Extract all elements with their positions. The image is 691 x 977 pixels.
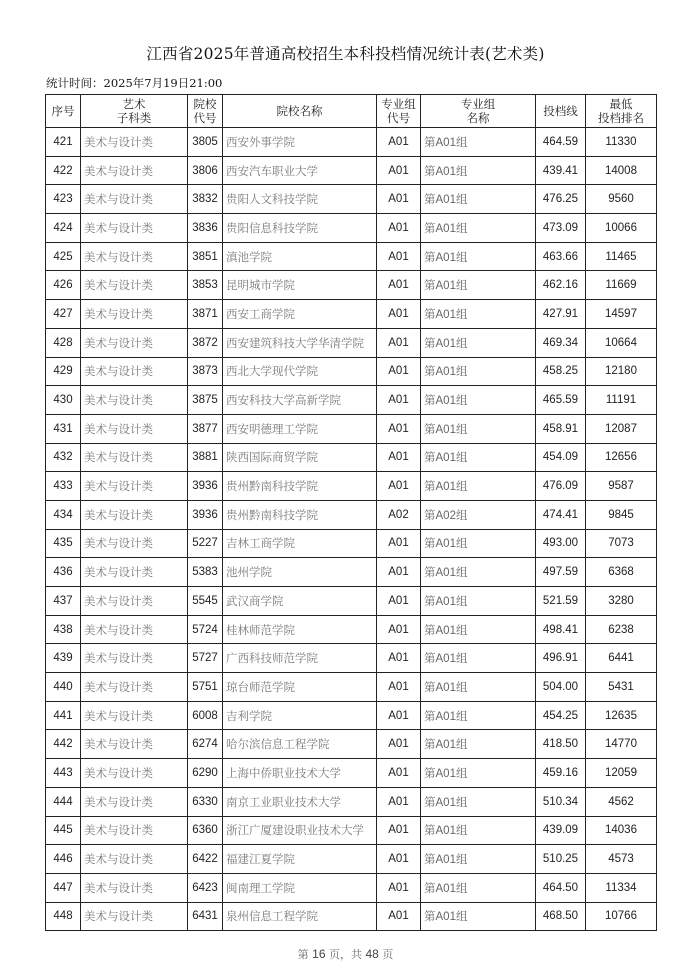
table-row	[46, 500, 657, 529]
cell-min-rank: 3280	[586, 587, 657, 616]
cell-subject: 美术与设计类	[81, 701, 188, 730]
cell-school-name: 吉林工商学院	[223, 529, 377, 558]
table-row	[46, 214, 657, 243]
cell-score: 462.16	[536, 271, 586, 300]
cell-subject: 美术与设计类	[81, 673, 188, 702]
header-line-2: 代号	[387, 111, 410, 125]
cell-school-code: 5227	[188, 529, 223, 558]
cell-school-code: 3853	[188, 271, 223, 300]
cell-group-name: 第A01组	[421, 386, 536, 415]
cell-score: 454.25	[536, 701, 586, 730]
cell-score: 439.09	[536, 816, 586, 845]
total-pages: 48	[365, 947, 379, 961]
header-subject	[81, 95, 188, 128]
table-row	[46, 156, 657, 185]
cell-group-name: 第A01组	[421, 156, 536, 185]
page-suffix: 页	[382, 948, 394, 961]
cell-score: 454.09	[536, 443, 586, 472]
cell-group-code: A01	[377, 128, 421, 157]
header-group-name	[421, 95, 536, 128]
table-row	[46, 242, 657, 271]
cell-seq: 446	[46, 845, 81, 874]
cell-school-name: 泉州信息工程学院	[223, 902, 377, 931]
cell-seq: 437	[46, 587, 81, 616]
cell-school-name: 南京工业职业技术大学	[223, 787, 377, 816]
cell-min-rank: 10066	[586, 214, 657, 243]
table-row	[46, 357, 657, 386]
cell-group-code: A01	[377, 615, 421, 644]
cell-subject: 美术与设计类	[81, 902, 188, 931]
cell-group-name: 第A01组	[421, 128, 536, 157]
cell-school-name: 上海中侨职业技术大学	[223, 759, 377, 788]
cell-min-rank: 10766	[586, 902, 657, 931]
cell-group-code: A01	[377, 845, 421, 874]
cell-score: 476.25	[536, 185, 586, 214]
cell-group-code: A01	[377, 529, 421, 558]
document-title: 江西省2025年普通高校招生本科投档情况统计表(艺术类)	[146, 45, 545, 63]
cell-subject: 美术与设计类	[81, 472, 188, 501]
cell-seq: 447	[46, 873, 81, 902]
cell-school-name: 贵州黔南科技学院	[223, 500, 377, 529]
header-line-1: 艺术	[122, 97, 146, 111]
cell-group-name: 第A01组	[421, 242, 536, 271]
cell-score: 498.41	[536, 615, 586, 644]
cell-school-name: 陕西国际商贸学院	[223, 443, 377, 472]
cell-seq: 435	[46, 529, 81, 558]
cell-group-code: A01	[377, 328, 421, 357]
cell-school-code: 6423	[188, 873, 223, 902]
cell-group-name: 第A01组	[421, 873, 536, 902]
cell-seq: 443	[46, 759, 81, 788]
cell-seq: 421	[46, 128, 81, 157]
cell-school-name: 西北大学现代学院	[223, 357, 377, 386]
cell-seq: 436	[46, 558, 81, 587]
table-row	[46, 300, 657, 329]
header-score	[536, 95, 586, 128]
header-line-1: 专业组	[381, 97, 416, 111]
page-middle: 页，共	[329, 948, 362, 961]
cell-score: 464.59	[536, 128, 586, 157]
cell-school-code: 3936	[188, 472, 223, 501]
cell-group-code: A01	[377, 730, 421, 759]
cell-subject: 美术与设计类	[81, 730, 188, 759]
cell-score: 476.09	[536, 472, 586, 501]
cell-seq: 432	[46, 443, 81, 472]
cell-school-name: 哈尔滨信息工程学院	[223, 730, 377, 759]
cell-min-rank: 10664	[586, 328, 657, 357]
cell-group-code: A01	[377, 386, 421, 415]
cell-school-name: 西安科技大学高新学院	[223, 386, 377, 415]
table-row	[46, 730, 657, 759]
page-prefix: 第	[297, 948, 309, 961]
cell-school-name: 琼台师范学院	[223, 673, 377, 702]
cell-seq: 439	[46, 644, 81, 673]
table-row	[46, 587, 657, 616]
cell-score: 473.09	[536, 214, 586, 243]
cell-school-code: 6422	[188, 845, 223, 874]
cell-group-code: A01	[377, 902, 421, 931]
cell-group-code: A01	[377, 558, 421, 587]
cell-school-name: 福建江夏学院	[223, 845, 377, 874]
table-row	[46, 529, 657, 558]
cell-score: 418.50	[536, 730, 586, 759]
cell-group-name: 第A01组	[421, 529, 536, 558]
cell-seq: 445	[46, 816, 81, 845]
header-line-1: 院校	[193, 97, 217, 111]
cell-school-code: 3936	[188, 500, 223, 529]
cell-group-code: A01	[377, 271, 421, 300]
cell-seq: 448	[46, 902, 81, 931]
cell-min-rank: 6368	[586, 558, 657, 587]
table-row	[46, 185, 657, 214]
cell-seq: 423	[46, 185, 81, 214]
cell-group-name: 第A01组	[421, 414, 536, 443]
cell-min-rank: 9845	[586, 500, 657, 529]
cell-school-code: 5383	[188, 558, 223, 587]
cell-group-name: 第A01组	[421, 673, 536, 702]
cell-min-rank: 14036	[586, 816, 657, 845]
cell-school-code: 3873	[188, 357, 223, 386]
cell-school-code: 6008	[188, 701, 223, 730]
cell-score: 459.16	[536, 759, 586, 788]
cell-min-rank: 12635	[586, 701, 657, 730]
table-row	[46, 472, 657, 501]
cell-seq: 424	[46, 214, 81, 243]
cell-school-name: 闽南理工学院	[223, 873, 377, 902]
cell-school-name: 吉利学院	[223, 701, 377, 730]
header-line-2: 代号	[193, 111, 217, 125]
table-row	[46, 271, 657, 300]
header-line-1: 院校名称	[276, 104, 323, 118]
cell-school-code: 5724	[188, 615, 223, 644]
cell-score: 439.41	[536, 156, 586, 185]
cell-min-rank: 9587	[586, 472, 657, 501]
cell-school-name: 浙江广厦建设职业技术大学	[223, 816, 377, 845]
cell-group-name: 第A01组	[421, 328, 536, 357]
cell-seq: 430	[46, 386, 81, 415]
header-line-1: 投档线	[543, 104, 578, 118]
cell-group-name: 第A01组	[421, 644, 536, 673]
cell-group-name: 第A01组	[421, 701, 536, 730]
cell-group-code: A01	[377, 673, 421, 702]
cell-school-code: 3875	[188, 386, 223, 415]
cell-min-rank: 14770	[586, 730, 657, 759]
cell-min-rank: 12180	[586, 357, 657, 386]
cell-group-name: 第A01组	[421, 845, 536, 874]
header-line-1: 最低	[609, 97, 633, 111]
cell-score: 521.59	[536, 587, 586, 616]
cell-subject: 美术与设计类	[81, 328, 188, 357]
cell-group-code: A01	[377, 787, 421, 816]
cell-group-name: 第A01组	[421, 615, 536, 644]
cell-seq: 434	[46, 500, 81, 529]
cell-group-name: 第A02组	[421, 500, 536, 529]
cell-group-code: A01	[377, 701, 421, 730]
cell-score: 469.34	[536, 328, 586, 357]
cell-subject: 美术与设计类	[81, 271, 188, 300]
cell-group-code: A01	[377, 214, 421, 243]
admission-table	[45, 94, 657, 931]
table-row	[46, 328, 657, 357]
cell-min-rank: 11191	[586, 386, 657, 415]
header-seq	[46, 95, 81, 128]
header-min-rank	[586, 95, 657, 128]
cell-school-code: 3881	[188, 443, 223, 472]
cell-school-code: 6360	[188, 816, 223, 845]
cell-seq: 442	[46, 730, 81, 759]
stat-time: 统计时间：2025年7月19日21:00	[46, 76, 223, 90]
cell-subject: 美术与设计类	[81, 759, 188, 788]
cell-seq: 444	[46, 787, 81, 816]
cell-subject: 美术与设计类	[81, 587, 188, 616]
cell-min-rank: 6441	[586, 644, 657, 673]
cell-group-code: A01	[377, 759, 421, 788]
cell-school-name: 桂林师范学院	[223, 615, 377, 644]
table-row	[46, 558, 657, 587]
cell-min-rank: 11465	[586, 242, 657, 271]
table-row	[46, 414, 657, 443]
cell-school-name: 西安建筑科技大学华清学院	[223, 328, 377, 357]
header-school-code	[188, 95, 223, 128]
cell-seq: 426	[46, 271, 81, 300]
cell-min-rank: 12656	[586, 443, 657, 472]
table-row	[46, 759, 657, 788]
cell-school-name: 滇池学院	[223, 242, 377, 271]
cell-seq: 429	[46, 357, 81, 386]
cell-school-code: 5727	[188, 644, 223, 673]
table-row	[46, 443, 657, 472]
cell-group-code: A01	[377, 644, 421, 673]
table-row	[46, 673, 657, 702]
table-row	[46, 615, 657, 644]
cell-score: 463.66	[536, 242, 586, 271]
cell-min-rank: 9560	[586, 185, 657, 214]
cell-min-rank: 14008	[586, 156, 657, 185]
cell-group-name: 第A01组	[421, 558, 536, 587]
cell-school-code: 5545	[188, 587, 223, 616]
cell-group-name: 第A01组	[421, 357, 536, 386]
cell-school-name: 贵阳人文科技学院	[223, 185, 377, 214]
cell-min-rank: 12059	[586, 759, 657, 788]
cell-score: 504.00	[536, 673, 586, 702]
current-page: 16	[312, 947, 326, 961]
table-row	[46, 787, 657, 816]
cell-school-code: 6274	[188, 730, 223, 759]
cell-group-name: 第A01组	[421, 902, 536, 931]
header-school-name	[223, 95, 377, 128]
cell-seq: 438	[46, 615, 81, 644]
table-row	[46, 902, 657, 931]
table-row	[46, 873, 657, 902]
cell-subject: 美术与设计类	[81, 787, 188, 816]
table-row	[46, 701, 657, 730]
cell-subject: 美术与设计类	[81, 529, 188, 558]
cell-group-name: 第A01组	[421, 816, 536, 845]
cell-group-name: 第A01组	[421, 730, 536, 759]
cell-group-code: A02	[377, 500, 421, 529]
header-group-code	[377, 95, 421, 128]
cell-group-code: A01	[377, 185, 421, 214]
cell-school-code: 5751	[188, 673, 223, 702]
cell-seq: 422	[46, 156, 81, 185]
cell-seq: 441	[46, 701, 81, 730]
cell-min-rank: 5431	[586, 673, 657, 702]
cell-subject: 美术与设计类	[81, 386, 188, 415]
cell-min-rank: 11669	[586, 271, 657, 300]
table-row	[46, 845, 657, 874]
cell-school-code: 3806	[188, 156, 223, 185]
cell-subject: 美术与设计类	[81, 128, 188, 157]
cell-score: 458.91	[536, 414, 586, 443]
cell-school-code: 3805	[188, 128, 223, 157]
cell-school-name: 贵阳信息科技学院	[223, 214, 377, 243]
cell-seq: 425	[46, 242, 81, 271]
cell-score: 464.50	[536, 873, 586, 902]
cell-group-name: 第A01组	[421, 472, 536, 501]
cell-score: 427.91	[536, 300, 586, 329]
cell-subject: 美术与设计类	[81, 156, 188, 185]
cell-group-name: 第A01组	[421, 587, 536, 616]
cell-school-name: 广西科技师范学院	[223, 644, 377, 673]
cell-subject: 美术与设计类	[81, 845, 188, 874]
cell-subject: 美术与设计类	[81, 414, 188, 443]
header-line-1: 专业组	[460, 97, 496, 111]
cell-school-code: 3832	[188, 185, 223, 214]
cell-seq: 431	[46, 414, 81, 443]
cell-school-name: 贵州黔南科技学院	[223, 472, 377, 501]
cell-score: 474.41	[536, 500, 586, 529]
cell-subject: 美术与设计类	[81, 443, 188, 472]
cell-group-name: 第A01组	[421, 214, 536, 243]
cell-subject: 美术与设计类	[81, 558, 188, 587]
cell-school-name: 西安汽车职业大学	[223, 156, 377, 185]
header-line-2: 投档排名	[598, 111, 644, 125]
header-line-1: 序号	[51, 104, 75, 118]
cell-school-code: 6330	[188, 787, 223, 816]
cell-group-code: A01	[377, 156, 421, 185]
cell-school-name: 西安工商学院	[223, 300, 377, 329]
cell-school-name: 池州学院	[223, 558, 377, 587]
table-row	[46, 386, 657, 415]
cell-subject: 美术与设计类	[81, 644, 188, 673]
cell-school-code: 3836	[188, 214, 223, 243]
cell-group-code: A01	[377, 300, 421, 329]
cell-min-rank: 4562	[586, 787, 657, 816]
cell-min-rank: 11334	[586, 873, 657, 902]
cell-seq: 428	[46, 328, 81, 357]
cell-school-code: 3872	[188, 328, 223, 357]
cell-min-rank: 7073	[586, 529, 657, 558]
cell-group-name: 第A01组	[421, 759, 536, 788]
cell-seq: 433	[46, 472, 81, 501]
cell-score: 497.59	[536, 558, 586, 587]
header-line-2: 名称	[466, 111, 490, 125]
cell-group-code: A01	[377, 242, 421, 271]
cell-school-code: 6431	[188, 902, 223, 931]
table-row	[46, 644, 657, 673]
cell-score: 468.50	[536, 902, 586, 931]
cell-subject: 美术与设计类	[81, 300, 188, 329]
cell-group-code: A01	[377, 357, 421, 386]
cell-subject: 美术与设计类	[81, 873, 188, 902]
cell-school-name: 西安外事学院	[223, 128, 377, 157]
cell-min-rank: 11330	[586, 128, 657, 157]
page-indicator	[0, 946, 691, 962]
cell-subject: 美术与设计类	[81, 185, 188, 214]
cell-score: 465.59	[536, 386, 586, 415]
cell-subject: 美术与设计类	[81, 357, 188, 386]
cell-seq: 427	[46, 300, 81, 329]
cell-group-name: 第A01组	[421, 443, 536, 472]
cell-subject: 美术与设计类	[81, 214, 188, 243]
cell-school-name: 西安明德理工学院	[223, 414, 377, 443]
table-row	[46, 128, 657, 157]
cell-score: 458.25	[536, 357, 586, 386]
cell-group-code: A01	[377, 816, 421, 845]
cell-seq: 440	[46, 673, 81, 702]
cell-group-code: A01	[377, 587, 421, 616]
cell-school-code: 3877	[188, 414, 223, 443]
cell-score: 496.91	[536, 644, 586, 673]
cell-group-code: A01	[377, 873, 421, 902]
cell-school-code: 3871	[188, 300, 223, 329]
cell-group-name: 第A01组	[421, 185, 536, 214]
cell-school-code: 6290	[188, 759, 223, 788]
cell-min-rank: 14597	[586, 300, 657, 329]
cell-score: 510.25	[536, 845, 586, 874]
table-header-row	[46, 95, 657, 128]
cell-school-code: 3851	[188, 242, 223, 271]
cell-group-name: 第A01组	[421, 271, 536, 300]
cell-subject: 美术与设计类	[81, 615, 188, 644]
cell-score: 493.00	[536, 529, 586, 558]
cell-min-rank: 4573	[586, 845, 657, 874]
cell-school-name: 昆明城市学院	[223, 271, 377, 300]
cell-score: 510.34	[536, 787, 586, 816]
cell-group-code: A01	[377, 414, 421, 443]
table-body	[46, 128, 657, 931]
header-line-2: 子科类	[116, 111, 152, 125]
cell-group-name: 第A01组	[421, 300, 536, 329]
cell-subject: 美术与设计类	[81, 500, 188, 529]
cell-group-code: A01	[377, 443, 421, 472]
table-row	[46, 816, 657, 845]
cell-group-name: 第A01组	[421, 787, 536, 816]
cell-subject: 美术与设计类	[81, 242, 188, 271]
cell-min-rank: 12087	[586, 414, 657, 443]
cell-group-code: A01	[377, 472, 421, 501]
cell-subject: 美术与设计类	[81, 816, 188, 845]
cell-school-name: 武汉商学院	[223, 587, 377, 616]
cell-min-rank: 6238	[586, 615, 657, 644]
